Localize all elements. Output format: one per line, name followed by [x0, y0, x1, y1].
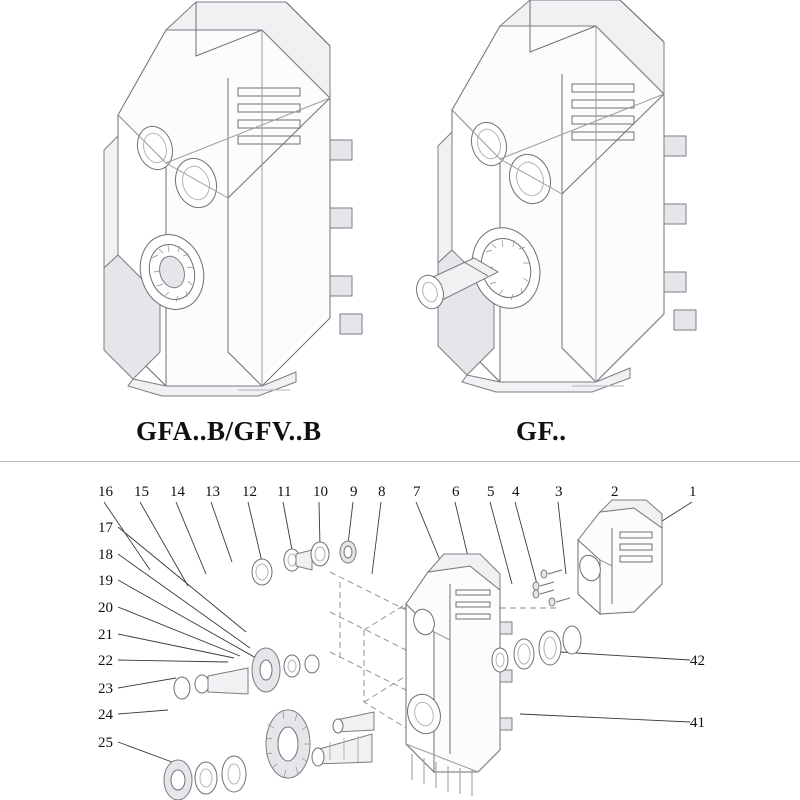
callout-19: 19: [98, 573, 113, 589]
callout-18: 18: [98, 547, 113, 563]
view-right-gearbox: [412, 0, 696, 392]
exploded-components: [164, 541, 581, 800]
callout-16: 16: [98, 484, 113, 500]
callout-24: 24: [98, 707, 113, 723]
callout-25: 25: [98, 735, 113, 751]
callout-8: 8: [378, 484, 386, 500]
callout-numbers-top: [98, 484, 697, 500]
callout-23: 23: [98, 681, 113, 697]
callout-1: 1: [689, 484, 697, 500]
callout-17: 17: [98, 520, 113, 536]
callout-22: 22: [98, 653, 113, 669]
callout-14: 14: [170, 484, 185, 500]
callout-6: 6: [452, 484, 460, 500]
callout-10: 10: [313, 484, 328, 500]
caption-view-right: GF..: [516, 416, 567, 446]
housing-body: [403, 554, 512, 796]
callout-7: 7: [413, 484, 421, 500]
callout-15: 15: [134, 484, 149, 500]
callout-20: 20: [98, 600, 113, 616]
callout-13: 13: [205, 484, 220, 500]
callout-4: 4: [512, 484, 520, 500]
callout-41: 41: [690, 715, 705, 731]
callout-9: 9: [350, 484, 358, 500]
callout-numbers-left: [98, 520, 114, 751]
callout-21: 21: [98, 627, 113, 643]
exploded-parts-diagram: [0, 462, 800, 800]
callout-12: 12: [242, 484, 257, 500]
motor-adapter: [576, 500, 662, 614]
callout-11: 11: [277, 484, 292, 500]
callout-5: 5: [487, 484, 495, 500]
callout-42: 42: [690, 653, 705, 669]
callout-2: 2: [611, 484, 619, 500]
callout-numbers-right: [690, 653, 705, 731]
view-left-gearbox: [104, 2, 362, 396]
callout-3: 3: [555, 484, 563, 500]
caption-view-left: GFA..B/GFV..B: [136, 416, 322, 446]
exploded-diagram-svg: [0, 462, 800, 800]
